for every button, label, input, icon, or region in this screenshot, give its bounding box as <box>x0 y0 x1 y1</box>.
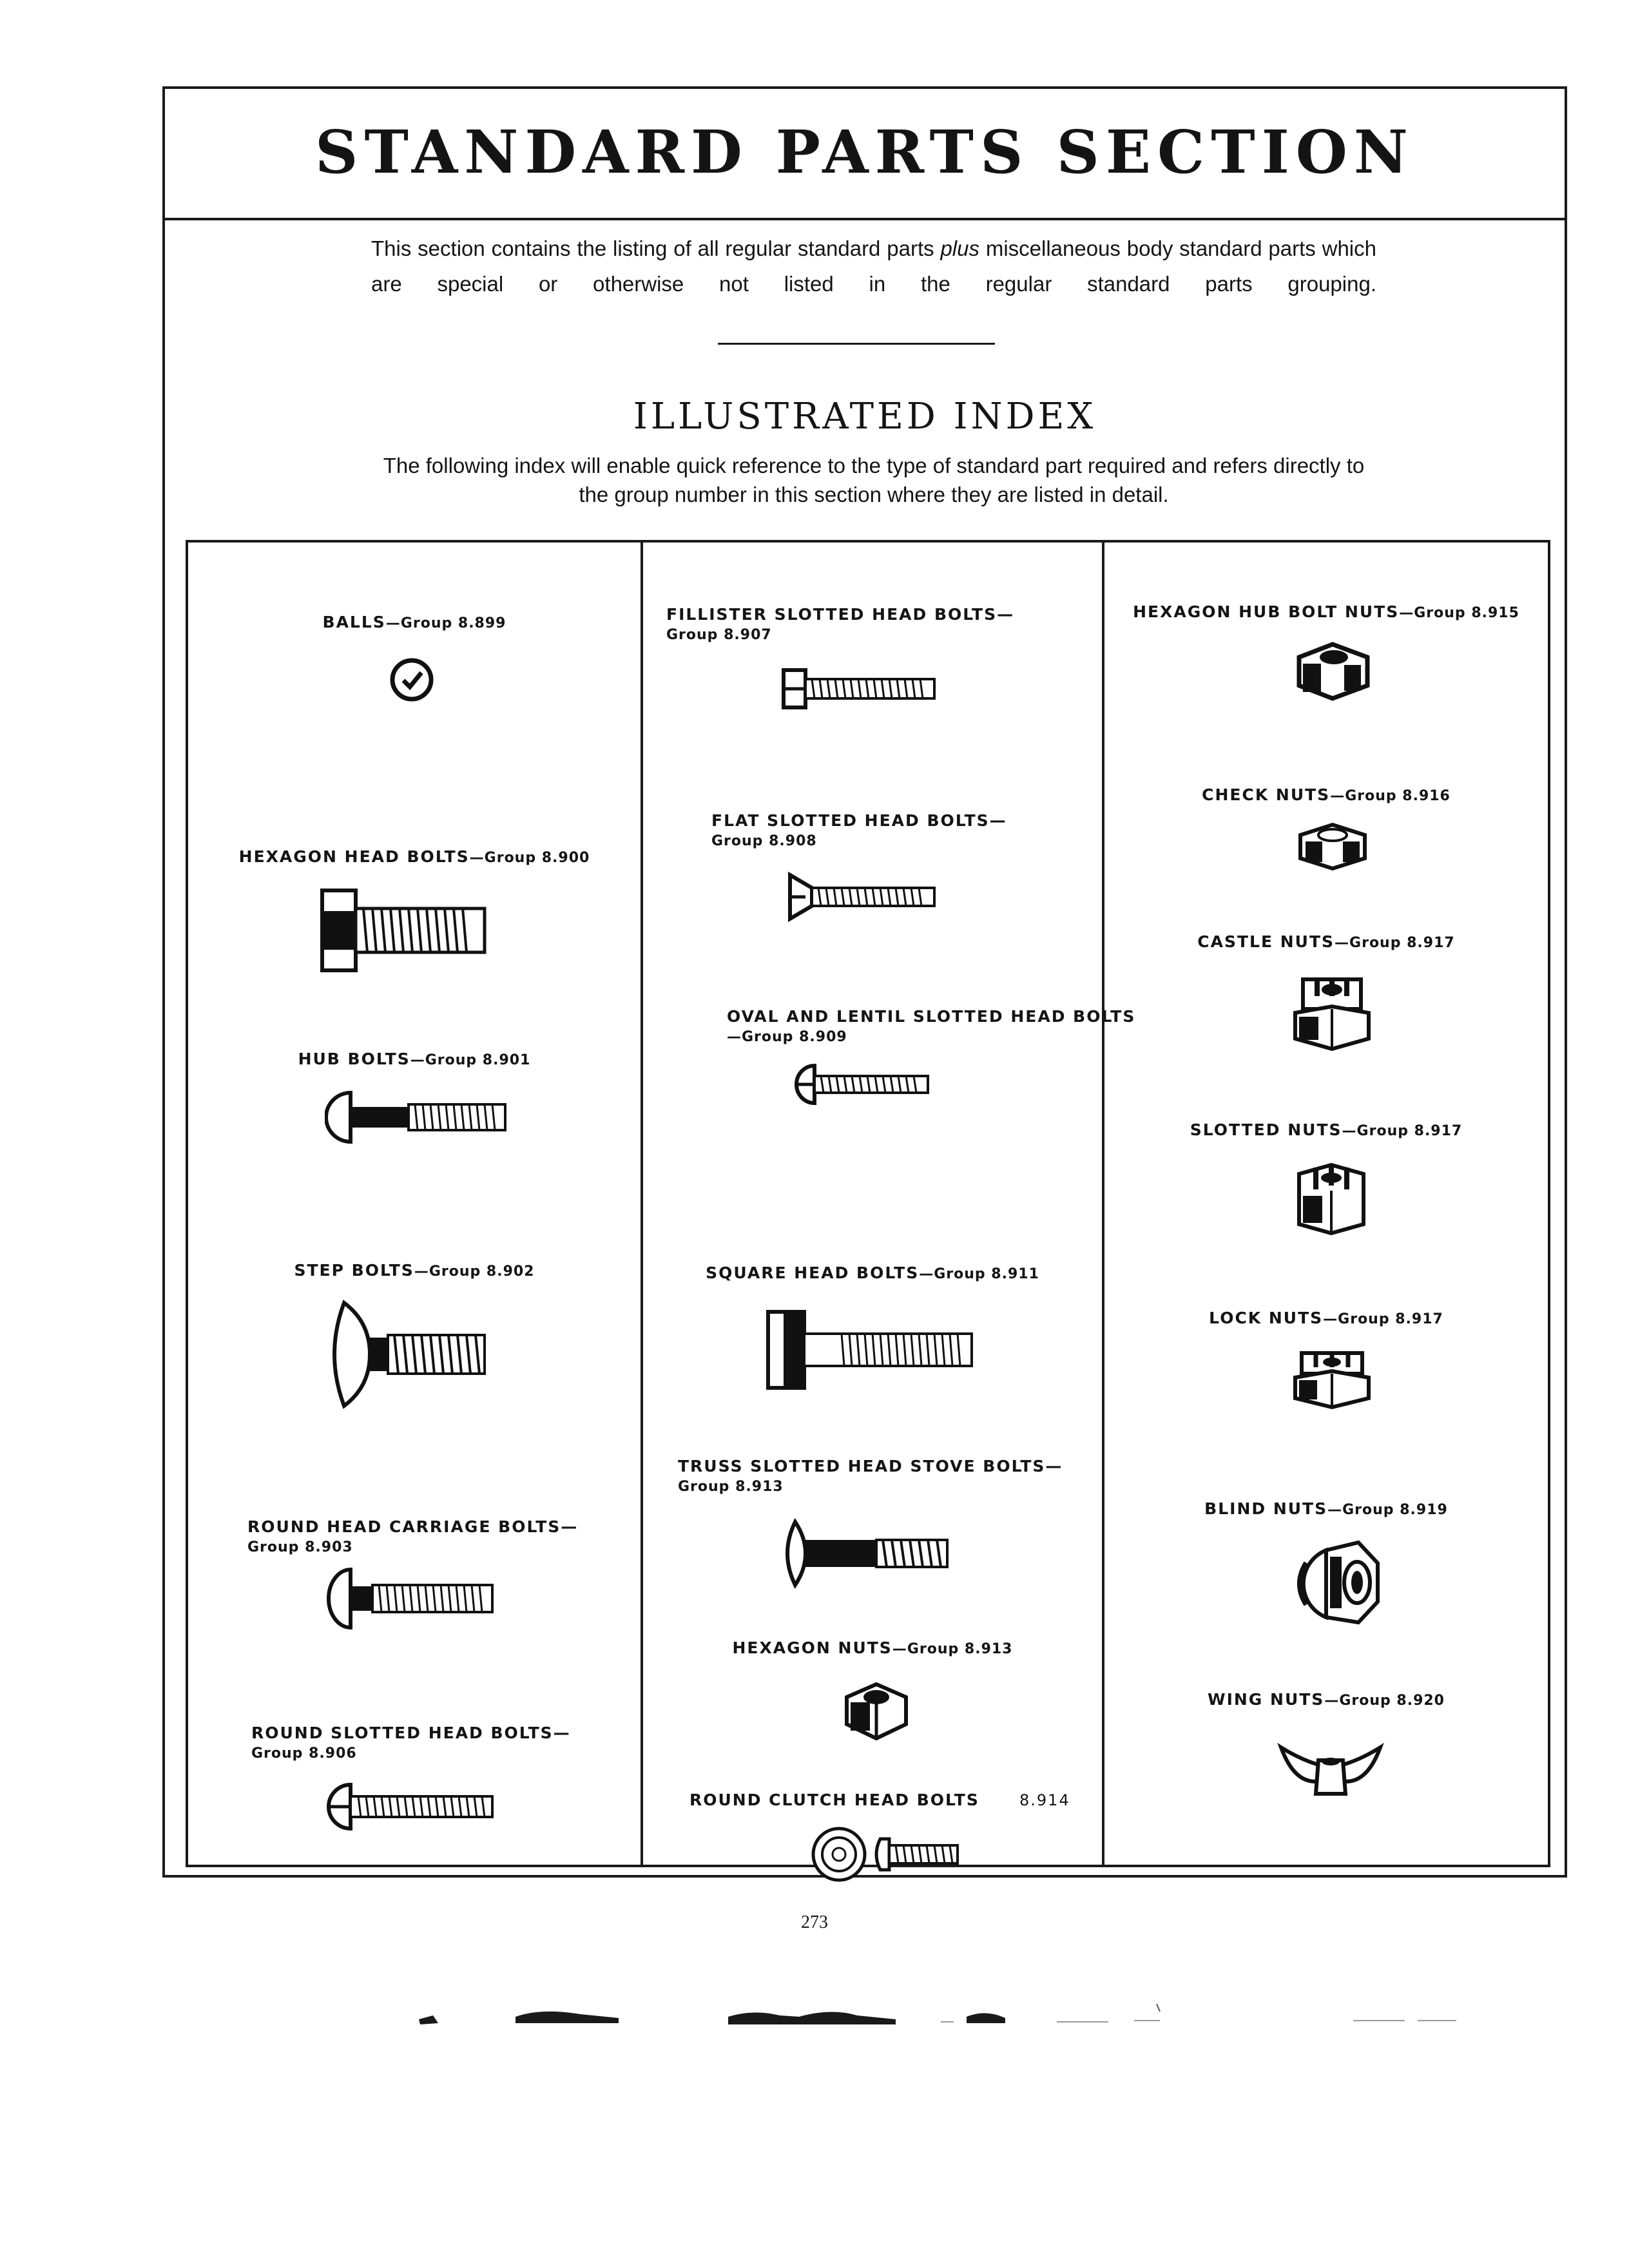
intro-paragraph <box>371 231 1376 302</box>
item-label <box>189 1049 639 1071</box>
item-label <box>189 847 639 869</box>
index-item <box>1106 1499 1547 1711</box>
castle-nut-icon <box>1290 970 1374 1054</box>
item-group: —Group 8.900 <box>469 850 590 866</box>
item-label <box>247 1517 578 1558</box>
item-group: —Group 8.911 <box>919 1266 1039 1282</box>
hex-hub-bolt-nut-icon <box>1291 639 1375 704</box>
divider-rule <box>718 343 995 345</box>
index-item <box>1106 1689 1547 1902</box>
item-label <box>1106 1689 1547 1711</box>
index-item <box>189 1723 639 1936</box>
item-group: —Group 8.899 <box>385 615 506 631</box>
ball-icon <box>389 657 434 702</box>
index-description: The following index will enable quick reference to the type of standard part required and refers directly to the group number in this section where they are listed in detail. <box>383 454 1365 506</box>
item-group: —Group 8.917 <box>1335 935 1455 951</box>
item-group: —Group 8.909 <box>727 1029 847 1045</box>
round-slotted-bolt-icon <box>325 1781 499 1832</box>
intro-text-start: This section contains the listing of all regular standard parts <box>371 236 941 260</box>
item-label <box>711 811 1007 852</box>
item-group: —Group 8.902 <box>414 1264 535 1280</box>
carriage-bolt-icon <box>325 1563 499 1634</box>
clutch-head-bolt-icon <box>809 1822 964 1887</box>
index-item <box>644 811 1101 1023</box>
item-name: HEXAGON NUTS <box>732 1639 892 1657</box>
intro-text-end: miscellaneous body standard parts which are special or otherwise not listed in the regular standard parts grouping. <box>371 236 1376 296</box>
item-group: —Group 8.915 <box>1399 605 1519 621</box>
flat-slotted-bolt-icon <box>786 871 941 923</box>
item-name: CASTLE NUTS <box>1197 932 1335 951</box>
item-group: —Group 8.917 <box>1323 1311 1443 1327</box>
hexagon-nut-icon <box>838 1679 915 1744</box>
item-name: SLOTTED NUTS <box>1190 1120 1342 1139</box>
item-name: BALLS <box>322 613 386 631</box>
page-number: 273 <box>801 1912 828 1932</box>
index-item <box>644 1456 1101 1669</box>
item-group: —Group 8.901 <box>410 1052 531 1068</box>
item-name: WING NUTS <box>1208 1690 1325 1709</box>
item-group: Group 8.913 <box>678 1479 784 1495</box>
index-column-2 <box>644 543 1136 1865</box>
lock-nut-icon <box>1290 1345 1374 1410</box>
item-label <box>1106 1308 1547 1330</box>
item-name: STEP BOLTS <box>294 1261 414 1280</box>
item-name: ROUND HEAD CARRIAGE BOLTS— <box>247 1517 579 1536</box>
item-name: TRUSS SLOTTED HEAD STOVE BOLTS— <box>678 1457 1063 1475</box>
item-label <box>1106 1120 1547 1142</box>
item-name: BLIND NUTS <box>1204 1499 1328 1518</box>
index-item <box>644 604 1101 817</box>
item-label <box>189 1260 639 1282</box>
item-name: FLAT SLOTTED HEAD BOLTS— <box>711 811 1007 830</box>
column-divider <box>1548 543 1550 1865</box>
intro-emphasis: plus <box>940 236 979 260</box>
item-label <box>644 1263 1101 1285</box>
step-bolt-icon <box>325 1296 492 1412</box>
fillister-bolt-icon <box>781 666 942 711</box>
item-label <box>666 604 1014 646</box>
item-group: Group 8.906 <box>251 1745 357 1762</box>
item-label <box>727 1006 1135 1048</box>
item-name: HUB BOLTS <box>298 1050 410 1068</box>
index-item <box>644 1790 1101 2003</box>
item-label <box>1106 785 1547 807</box>
item-label <box>1106 932 1547 954</box>
item-label <box>1106 602 1547 624</box>
item-group: Group 8.908 <box>711 833 817 849</box>
parts-index-grid <box>186 540 1550 1867</box>
index-item <box>189 1260 639 1473</box>
item-name: SQUARE HEAD BOLTS <box>706 1264 920 1282</box>
item-name: ROUND CLUTCH HEAD BOLTS <box>689 1791 979 1809</box>
square-head-bolt-icon <box>764 1308 977 1392</box>
item-group: —Group 8.916 <box>1330 788 1451 804</box>
item-group: —Group 8.919 <box>1327 1502 1448 1518</box>
wing-nut-icon <box>1276 1735 1385 1799</box>
index-item <box>189 1049 639 1262</box>
item-label <box>678 1456 1063 1497</box>
column-divider <box>641 543 643 1865</box>
hub-bolt-icon <box>325 1085 512 1149</box>
print-smudges <box>0 1984 1629 2062</box>
item-name: CHECK NUTS <box>1202 785 1331 804</box>
item-label <box>689 1790 1070 1811</box>
item-name: ROUND SLOTTED HEAD BOLTS— <box>251 1724 571 1742</box>
hex-head-bolt-icon <box>318 885 492 975</box>
index-item <box>1106 602 1547 814</box>
column-divider <box>186 543 188 1865</box>
item-group: Group 8.907 <box>666 627 772 643</box>
index-item <box>1106 1308 1547 1521</box>
item-group: —Group 8.913 <box>892 1641 1013 1657</box>
oval-lentil-bolt-icon <box>793 1062 934 1107</box>
slotted-nut-icon <box>1293 1160 1370 1237</box>
page-title: STANDARD PARTS SECTION <box>315 117 1414 187</box>
blind-nut-icon <box>1281 1537 1384 1628</box>
index-item <box>189 612 639 825</box>
item-name: HEXAGON HEAD BOLTS <box>238 847 470 866</box>
item-name: HEXAGON HUB BOLT NUTS <box>1133 602 1400 621</box>
index-heading: ILLUSTRATED INDEX <box>633 396 1097 437</box>
check-nut-icon <box>1294 821 1371 872</box>
item-name: FILLISTER SLOTTED HEAD BOLTS— <box>666 605 1015 624</box>
index-item <box>644 1006 1136 1219</box>
title-bar <box>165 89 1565 220</box>
index-item <box>189 1517 639 1729</box>
item-group: Group 8.903 <box>247 1539 353 1555</box>
index-item <box>189 847 639 1059</box>
index-column-3 <box>1106 543 1547 1865</box>
index-item <box>1106 932 1547 1144</box>
index-column-1 <box>189 543 639 1865</box>
item-label <box>644 1638 1101 1660</box>
item-group: —Group 8.920 <box>1324 1693 1445 1709</box>
item-label <box>189 612 639 634</box>
item-name: OVAL AND LENTIL SLOTTED HEAD BOLTS <box>727 1007 1136 1026</box>
item-name: LOCK NUTS <box>1209 1309 1324 1327</box>
item-label <box>251 1723 571 1764</box>
page-frame <box>162 86 1567 1878</box>
item-group: 8.914 <box>1019 1791 1070 1809</box>
item-group: —Group 8.917 <box>1342 1123 1463 1139</box>
column-divider <box>1102 543 1104 1865</box>
index-item <box>644 1263 1101 1475</box>
item-label <box>1106 1499 1547 1521</box>
truss-stove-bolt-icon <box>780 1518 954 1589</box>
index-item <box>1106 1120 1547 1332</box>
